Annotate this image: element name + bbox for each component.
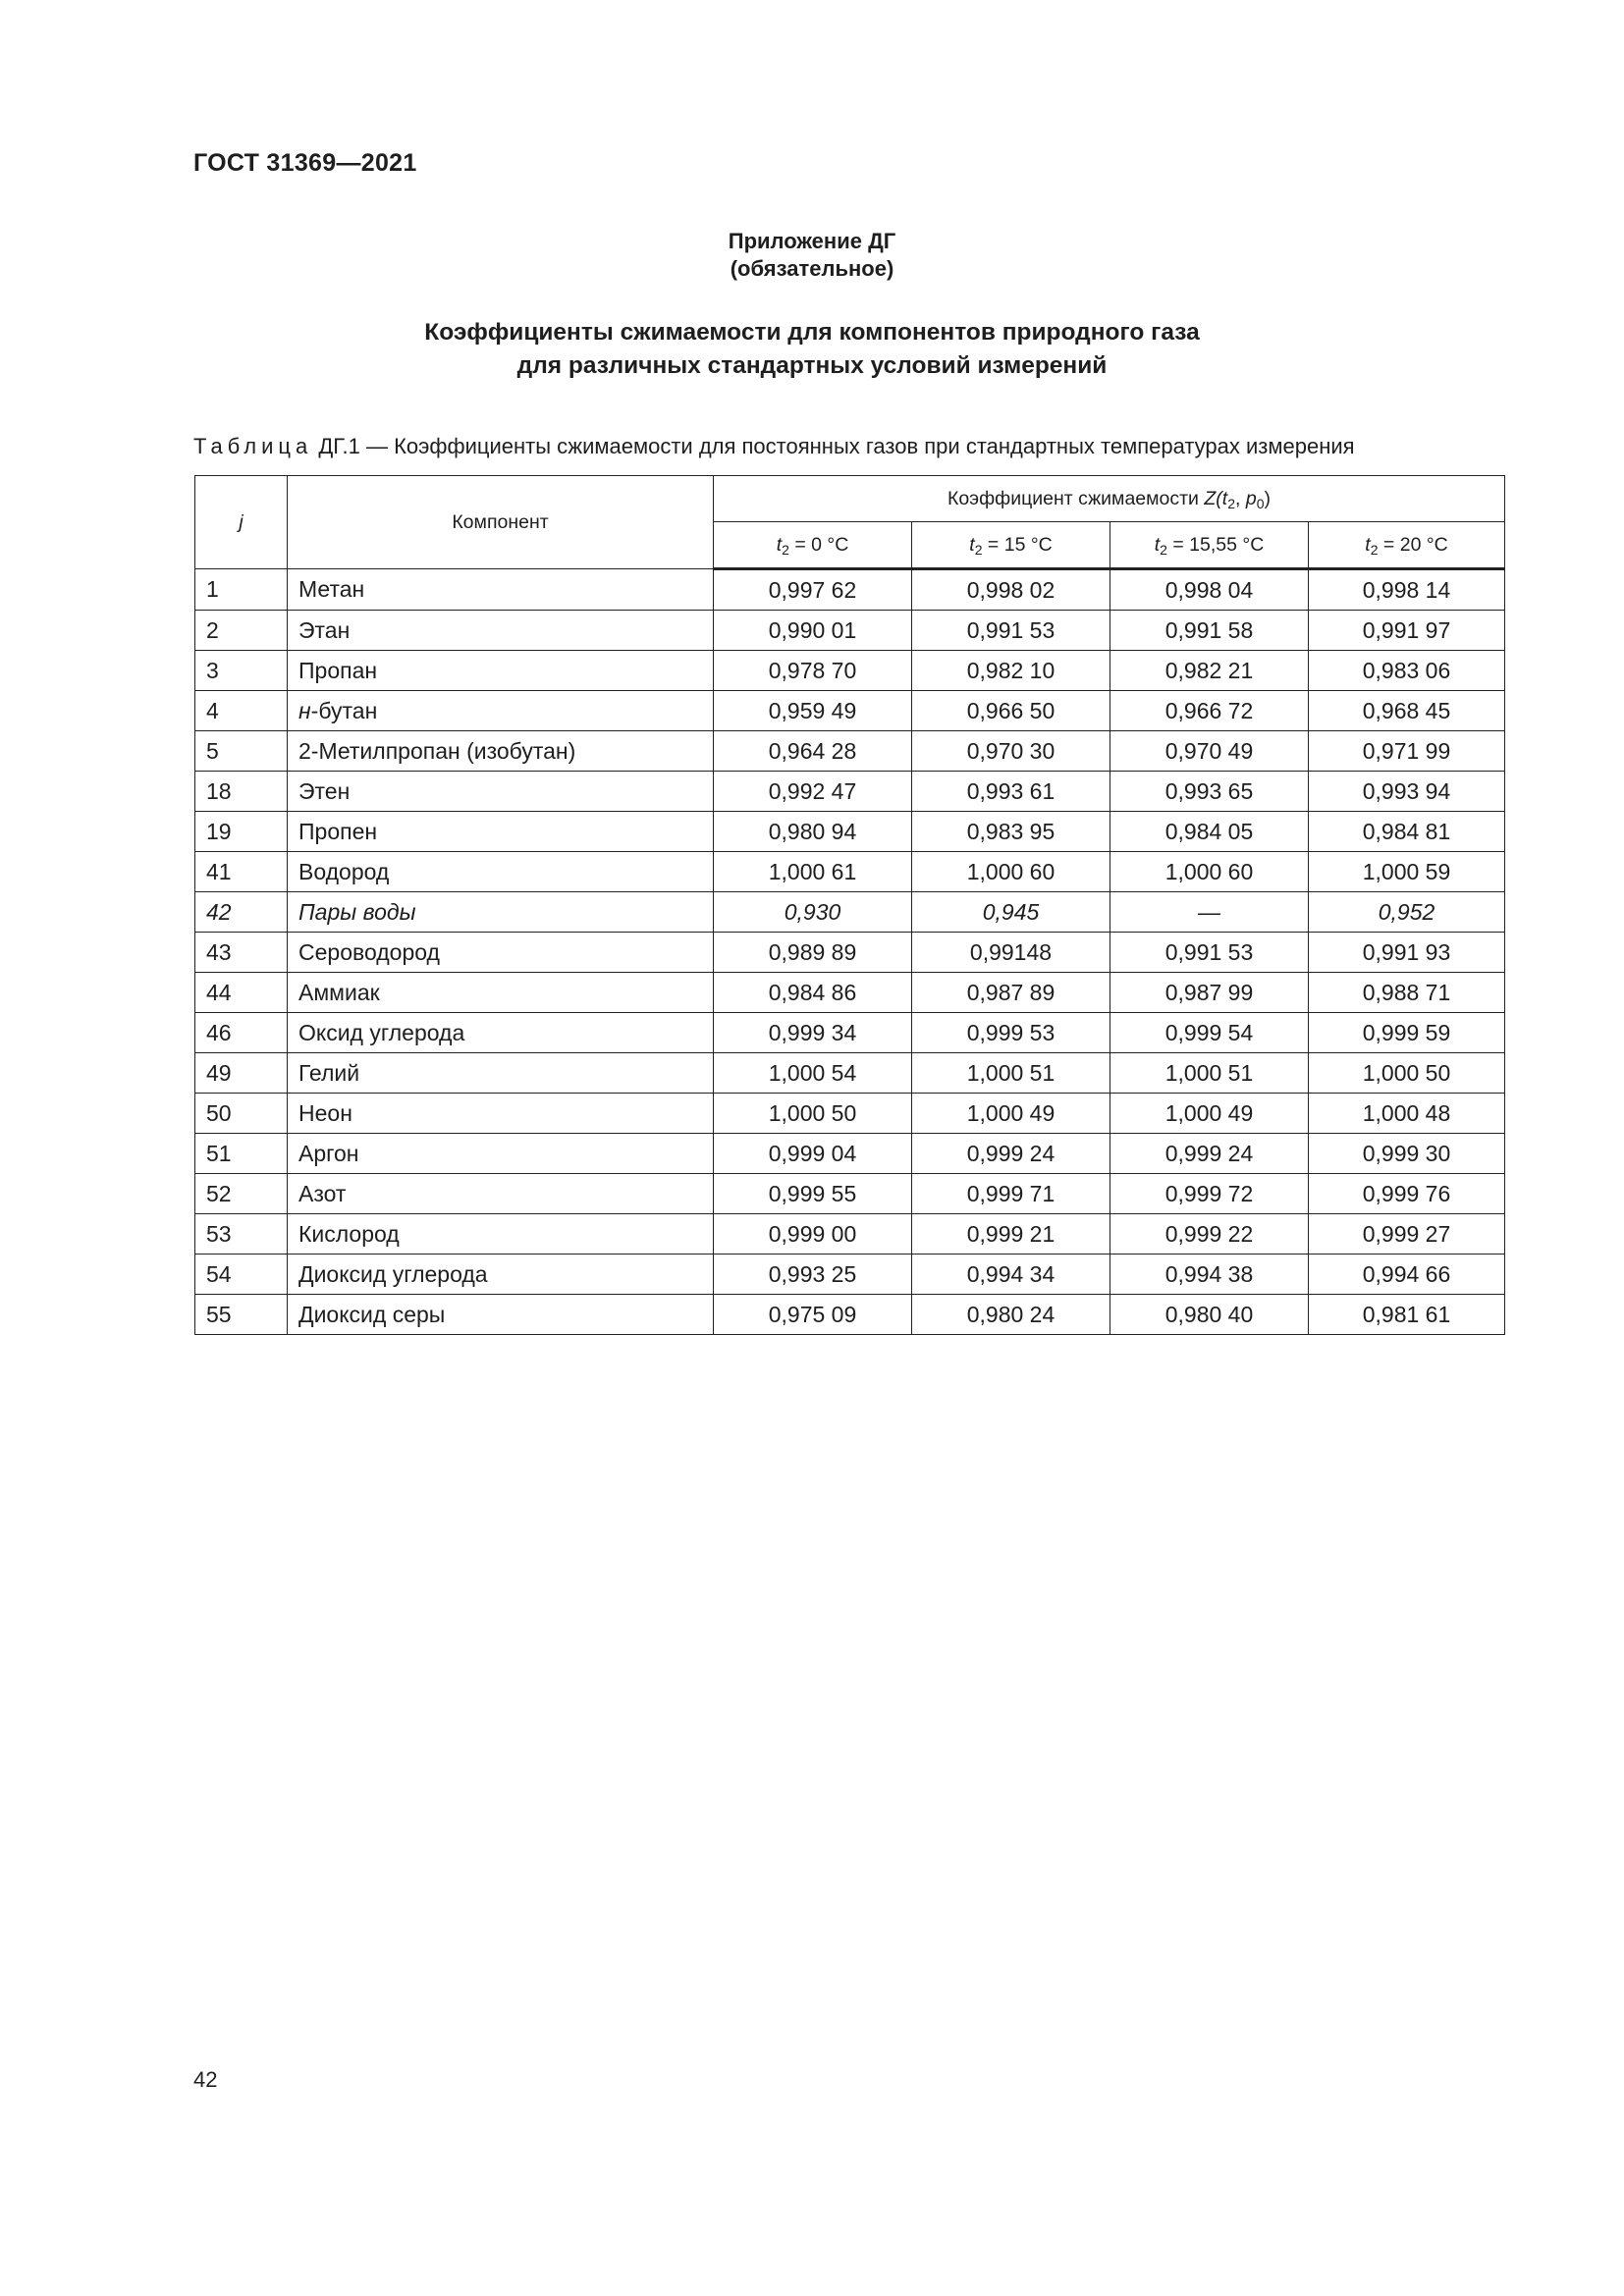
cell-component bbox=[288, 1255, 714, 1295]
cell-value: 1,000 51 bbox=[912, 1053, 1110, 1094]
cell-value: 0,999 76 bbox=[1309, 1174, 1505, 1214]
cell-value: 0,999 34 bbox=[714, 1013, 912, 1053]
cell-value: 1,000 50 bbox=[1309, 1053, 1505, 1094]
header-temperature-rest: = 0 °C bbox=[788, 533, 849, 556]
header-compressibility-group bbox=[714, 476, 1505, 522]
cell-component bbox=[288, 852, 714, 892]
cell-value: 1,000 51 bbox=[1110, 1053, 1309, 1094]
document-title-line-1: Коэффициенты сжимаемости для компонентов природного газа bbox=[424, 319, 1200, 346]
cell-value: 0,987 99 bbox=[1110, 973, 1309, 1013]
cell-j: 3 bbox=[195, 651, 288, 691]
table-caption-text: ДГ.1 — Коэффициенты сжимаемости для постоянных газов при стандартных температурах измерения bbox=[318, 434, 1355, 458]
cell-value: 1,000 54 bbox=[714, 1053, 912, 1094]
cell-value: 0,999 00 bbox=[714, 1214, 912, 1255]
cell-value: 0,966 50 bbox=[912, 691, 1110, 731]
table-row bbox=[195, 691, 1505, 731]
header-temperature-rest: = 15,55 °C bbox=[1166, 533, 1265, 556]
cell-component bbox=[288, 812, 714, 852]
cell-value: 0,999 72 bbox=[1110, 1174, 1309, 1214]
cell-component bbox=[288, 651, 714, 691]
cell-value: 0,983 95 bbox=[912, 812, 1110, 852]
cell-j: 1 bbox=[195, 569, 288, 611]
document-title-line-2: для различных стандартных условий измерений bbox=[516, 352, 1108, 379]
cell-component-prefix: н bbox=[298, 697, 311, 723]
cell-value: 0,994 34 bbox=[912, 1255, 1110, 1295]
header-temperature-sub: 2 bbox=[1160, 541, 1167, 558]
cell-value: 0,970 30 bbox=[912, 731, 1110, 772]
cell-component bbox=[288, 691, 714, 731]
cell-value: 0,930 bbox=[714, 892, 912, 933]
cell-value: 0,999 24 bbox=[1110, 1134, 1309, 1174]
cell-value: 0,999 04 bbox=[714, 1134, 912, 1174]
header-component: Компонент bbox=[288, 476, 714, 569]
cell-value: 0,999 27 bbox=[1309, 1214, 1505, 1255]
header-group-close: ) bbox=[1264, 487, 1272, 509]
cell-value: 0,992 47 bbox=[714, 772, 912, 812]
table-row bbox=[195, 731, 1505, 772]
cell-component-name: Водород bbox=[298, 858, 390, 884]
cell-value: 0,987 89 bbox=[912, 973, 1110, 1013]
cell-j: 49 bbox=[195, 1053, 288, 1094]
cell-component bbox=[288, 1214, 714, 1255]
cell-value: 1,000 60 bbox=[1110, 852, 1309, 892]
cell-component bbox=[288, 1134, 714, 1174]
table-row bbox=[195, 1053, 1505, 1094]
cell-component-name: Кислород bbox=[298, 1220, 400, 1247]
cell-component-name: Диоксид серы bbox=[298, 1301, 446, 1327]
cell-j: 42 bbox=[195, 892, 288, 933]
cell-value: 0,971 99 bbox=[1309, 731, 1505, 772]
cell-j: 5 bbox=[195, 731, 288, 772]
cell-component-name: Азот bbox=[298, 1180, 347, 1206]
cell-value: 0,980 24 bbox=[912, 1295, 1110, 1335]
cell-j: 18 bbox=[195, 772, 288, 812]
cell-value: 0,984 86 bbox=[714, 973, 912, 1013]
cell-component-name: Этен bbox=[298, 777, 351, 804]
cell-value: 0,999 21 bbox=[912, 1214, 1110, 1255]
cell-value: 0,997 62 bbox=[714, 569, 912, 611]
appendix-status: (обязательное) bbox=[730, 256, 894, 281]
header-temperature-var: t bbox=[1154, 533, 1161, 556]
cell-component bbox=[288, 933, 714, 973]
cell-value: 0,984 81 bbox=[1309, 812, 1505, 852]
cell-value: 0,968 45 bbox=[1309, 691, 1505, 731]
cell-j: 53 bbox=[195, 1214, 288, 1255]
cell-value: 0,975 09 bbox=[714, 1295, 912, 1335]
cell-value: 0,952 bbox=[1309, 892, 1505, 933]
cell-value: 1,000 50 bbox=[714, 1094, 912, 1134]
header-group-prefix: Коэффициент сжимаемости bbox=[947, 487, 1205, 509]
cell-j: 52 bbox=[195, 1174, 288, 1214]
table-header-row bbox=[195, 476, 1505, 522]
cell-value: 0,970 49 bbox=[1110, 731, 1309, 772]
cell-value: 0,982 10 bbox=[912, 651, 1110, 691]
header-temperature-rest: = 15 °C bbox=[982, 533, 1053, 556]
cell-component bbox=[288, 772, 714, 812]
cell-value: 0,981 61 bbox=[1309, 1295, 1505, 1335]
cell-value: 0,991 93 bbox=[1309, 933, 1505, 973]
header-temperature-sub: 2 bbox=[1370, 541, 1379, 558]
page-number: 42 bbox=[193, 2067, 218, 2092]
cell-j: 55 bbox=[195, 1295, 288, 1335]
cell-value: 0,994 38 bbox=[1110, 1255, 1309, 1295]
cell-value: 0,991 53 bbox=[912, 611, 1110, 651]
table-row bbox=[195, 651, 1505, 691]
table-row bbox=[195, 1094, 1505, 1134]
header-temperature-var: t bbox=[1365, 533, 1371, 556]
cell-value: 0,993 94 bbox=[1309, 772, 1505, 812]
cell-component-name: -бутан bbox=[310, 697, 378, 723]
table-row bbox=[195, 569, 1505, 611]
cell-component bbox=[288, 1094, 714, 1134]
cell-j: 4 bbox=[195, 691, 288, 731]
cell-value: 0,991 53 bbox=[1110, 933, 1309, 973]
cell-value: 0,959 49 bbox=[714, 691, 912, 731]
cell-component-name: Аммиак bbox=[298, 979, 380, 1005]
cell-value: 0,983 06 bbox=[1309, 651, 1505, 691]
table-row bbox=[195, 852, 1505, 892]
cell-value: 0,994 66 bbox=[1309, 1255, 1505, 1295]
cell-value: 0,999 53 bbox=[912, 1013, 1110, 1053]
cell-component-name: Метан bbox=[298, 576, 365, 602]
cell-value: 0,991 97 bbox=[1309, 611, 1505, 651]
cell-value: 0,999 22 bbox=[1110, 1214, 1309, 1255]
table-row bbox=[195, 1295, 1505, 1335]
cell-value: 1,000 48 bbox=[1309, 1094, 1505, 1134]
table-row bbox=[195, 1134, 1505, 1174]
table-row bbox=[195, 1013, 1505, 1053]
cell-value: 0,945 bbox=[912, 892, 1110, 933]
header-group-p: p bbox=[1245, 487, 1257, 509]
header-temperature bbox=[714, 522, 912, 569]
table-row bbox=[195, 933, 1505, 973]
table-row bbox=[195, 973, 1505, 1013]
table-caption-prefix: Таблица bbox=[193, 434, 313, 458]
cell-value: 0,993 61 bbox=[912, 772, 1110, 812]
header-temperature-var: t bbox=[969, 533, 975, 556]
cell-value: 1,000 60 bbox=[912, 852, 1110, 892]
cell-j: 2 bbox=[195, 611, 288, 651]
cell-value: 0,999 54 bbox=[1110, 1013, 1309, 1053]
cell-j: 41 bbox=[195, 852, 288, 892]
cell-value: 0,978 70 bbox=[714, 651, 912, 691]
cell-value: 0,991 58 bbox=[1110, 611, 1309, 651]
cell-value: 0,998 14 bbox=[1309, 569, 1505, 611]
cell-j: 54 bbox=[195, 1255, 288, 1295]
table-row bbox=[195, 1214, 1505, 1255]
cell-component-name: Пропан bbox=[298, 657, 378, 683]
table-row bbox=[195, 1255, 1505, 1295]
cell-value: 0,989 89 bbox=[714, 933, 912, 973]
table-row bbox=[195, 892, 1505, 933]
cell-value: 0,982 21 bbox=[1110, 651, 1309, 691]
cell-j: 50 bbox=[195, 1094, 288, 1134]
header-temperature-sub: 2 bbox=[782, 541, 789, 558]
cell-value: 0,980 94 bbox=[714, 812, 912, 852]
cell-component bbox=[288, 1295, 714, 1335]
header-temperature bbox=[1309, 522, 1505, 569]
cell-value: 1,000 61 bbox=[714, 852, 912, 892]
cell-component-name: Неон bbox=[298, 1099, 352, 1126]
cell-component bbox=[288, 611, 714, 651]
cell-j: 43 bbox=[195, 933, 288, 973]
header-temperature bbox=[1110, 522, 1309, 569]
header-group-mid: , bbox=[1235, 487, 1246, 509]
cell-value: 0,964 28 bbox=[714, 731, 912, 772]
header-temperature-rest: = 20 °C bbox=[1378, 533, 1448, 556]
cell-value: 0,984 05 bbox=[1110, 812, 1309, 852]
cell-component-name: Аргон bbox=[298, 1140, 359, 1166]
table-row bbox=[195, 611, 1505, 651]
cell-component-name: Диоксид углерода bbox=[298, 1260, 488, 1287]
header-group-symbol: Z(t bbox=[1204, 487, 1228, 509]
cell-component bbox=[288, 1053, 714, 1094]
cell-value: 0,99148 bbox=[912, 933, 1110, 973]
cell-component bbox=[288, 1013, 714, 1053]
table-row bbox=[195, 772, 1505, 812]
cell-value: 0,988 71 bbox=[1309, 973, 1505, 1013]
cell-value: 1,000 49 bbox=[912, 1094, 1110, 1134]
cell-value: 0,993 25 bbox=[714, 1255, 912, 1295]
cell-component-name: Этан bbox=[298, 616, 351, 643]
header-temperature bbox=[912, 522, 1110, 569]
header-temperature-sub: 2 bbox=[974, 541, 983, 558]
header-temperature-var: t bbox=[776, 533, 783, 556]
cell-j: 46 bbox=[195, 1013, 288, 1053]
cell-component-name: Пропен bbox=[298, 818, 378, 844]
appendix-title: Приложение ДГ bbox=[728, 229, 896, 253]
table-body bbox=[195, 569, 1505, 1335]
cell-value: 0,999 24 bbox=[912, 1134, 1110, 1174]
cell-value: 0,990 01 bbox=[714, 611, 912, 651]
cell-value: 0,999 55 bbox=[714, 1174, 912, 1214]
table-caption bbox=[193, 434, 1355, 459]
table-row bbox=[195, 812, 1505, 852]
table-row bbox=[195, 1174, 1505, 1214]
cell-component bbox=[288, 892, 714, 933]
header-j: j bbox=[195, 476, 288, 569]
header-group-sub2: 0 bbox=[1256, 495, 1265, 511]
cell-value: 1,000 59 bbox=[1309, 852, 1505, 892]
cell-j: 19 bbox=[195, 812, 288, 852]
cell-component bbox=[288, 1174, 714, 1214]
cell-component-name: Гелий bbox=[298, 1059, 360, 1086]
cell-value: 0,980 40 bbox=[1110, 1295, 1309, 1335]
cell-component-name: 2-Метилпропан (изобутан) bbox=[298, 737, 576, 764]
document-title bbox=[0, 316, 1624, 383]
cell-component-name: Оксид углерода bbox=[298, 1019, 465, 1045]
cell-value: 0,966 72 bbox=[1110, 691, 1309, 731]
cell-component bbox=[288, 569, 714, 611]
appendix-heading bbox=[0, 228, 1624, 283]
cell-component bbox=[288, 731, 714, 772]
cell-value: 0,998 02 bbox=[912, 569, 1110, 611]
cell-component-name: Сероводород bbox=[298, 938, 440, 965]
cell-value: 0,999 30 bbox=[1309, 1134, 1505, 1174]
cell-value: 1,000 49 bbox=[1110, 1094, 1309, 1134]
cell-j: 51 bbox=[195, 1134, 288, 1174]
standard-code: ГОСТ 31369—2021 bbox=[193, 149, 417, 177]
compressibility-table bbox=[194, 475, 1505, 1335]
cell-value: 0,999 59 bbox=[1309, 1013, 1505, 1053]
cell-component-name: Пары воды bbox=[298, 898, 416, 925]
cell-value: — bbox=[1110, 892, 1309, 933]
cell-j: 44 bbox=[195, 973, 288, 1013]
cell-value: 0,999 71 bbox=[912, 1174, 1110, 1214]
cell-value: 0,998 04 bbox=[1110, 569, 1309, 611]
cell-value: 0,993 65 bbox=[1110, 772, 1309, 812]
header-group-sub1: 2 bbox=[1227, 495, 1236, 511]
cell-component bbox=[288, 973, 714, 1013]
